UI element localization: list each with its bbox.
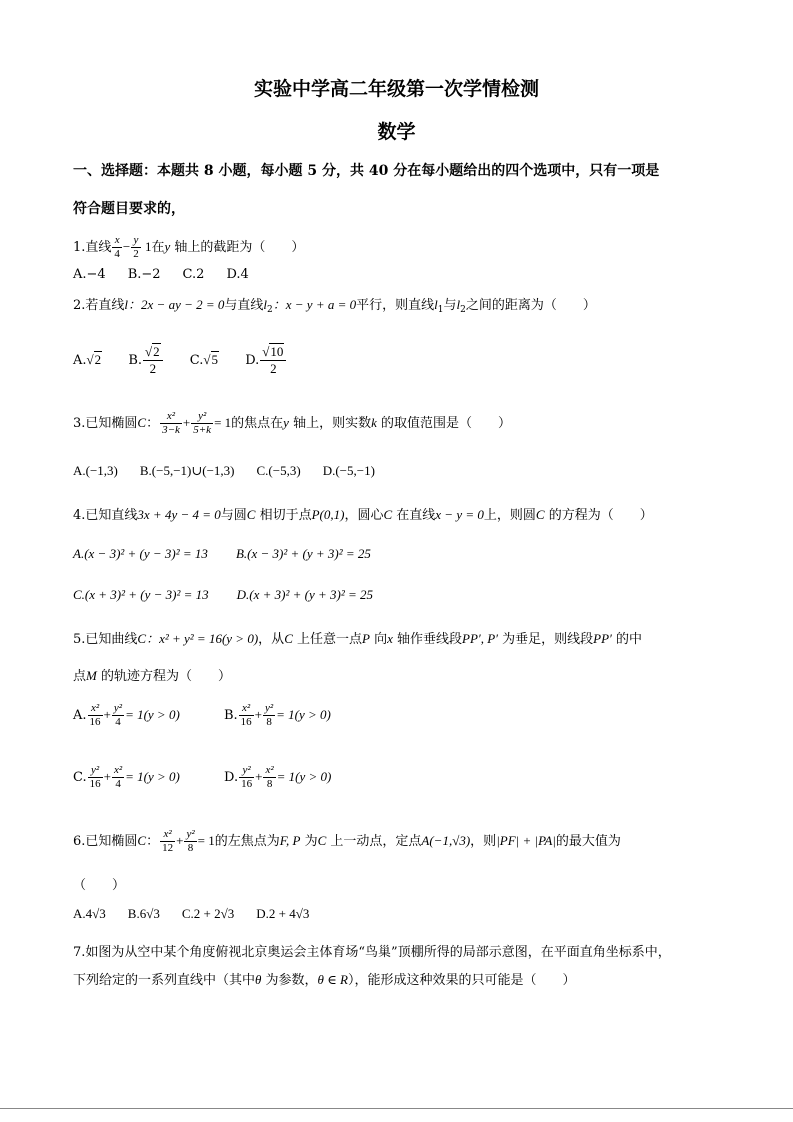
q3-option-c[interactable]: C.(−5,3) [256,463,301,478]
page-bottom-rule [0,1108,793,1109]
q6-options [73,905,331,924]
q2-options [73,344,309,377]
q7-stem-line1: 7.如图为从空中某个角度俯视北京奥运会主体育场“鸟巢”顶棚所得的局部示意图，在平面直角坐标系中， [73,945,671,960]
q6-option-c[interactable]: C.2 + 2√3 [181,906,235,921]
q2-stem: 2.若直线l：2x − ay − 2 = 0与直线$l_2$：x − y + a = 0平行，则直线$l_1$与$l_2$之间的距离为（ ） [73,297,596,315]
section-heading-line1: 一、选择题：本题共 8 小题，每小题 5 分，共 40 分在每小题给出的四个选项中，只有一项是 [73,163,660,179]
q1-frac-x: $\frac{x}{4}$ [114,234,120,260]
q5-stem-line1: 5.已知曲线C：x² + y² = 16(y > 0)，从C 上任意一点P 向x 轴作垂线段PP′, P′ 为垂足，则线段PP′ 的中 [73,631,643,647]
q5-stem-line2: 点M 的轨迹方程为（ ） [73,668,231,684]
q4-stem: 4.已知直线3x + 4y − 4 = 0与圆C 相切于点P(0,1)，圆心C 在直线x − y = 0上，则圆C 的方程为（ ） [73,507,653,523]
subject-title: 数学 [377,121,416,143]
q1-options [73,266,271,284]
q4-option-c[interactable]: C.(x + 3)² + (y − 3)² = 13 [73,587,209,602]
q2-option-b[interactable]: B. $\frac{√2}{2}$ [128,344,163,377]
q6-blank: （ ） [73,878,126,893]
section-heading-line2: 符合题目要求的， [73,201,185,217]
q3-option-d[interactable]: D.(−5,−1) [322,463,375,478]
q5-options-row2 [73,764,353,791]
q5-option-b[interactable]: B. $\frac{\text{x²}}{16}$ + $\frac{\text{y²}}{8}$ = 1(y > 0) [223,702,331,728]
q4-option-d[interactable]: D.(x + 3)² + (y + 3)² = 25 [236,587,374,602]
q1-frac-y: $\frac{y}{2}$ [133,234,139,260]
q1-option-d[interactable]: D.4 [226,267,249,282]
q6-stem: 6.已知椭圆C： $\frac{\text{x²}}{12}$ + $\frac{\text{y²}}{8}$ = 1的左焦点为F, P 为C 上一动点，定点A(−1,√3)，则|PF| + |PA|的最大值为 [73,828,621,854]
q6-option-b[interactable]: B.6√3 [127,906,160,921]
q5-option-c[interactable]: C. $\frac{\text{y²}}{16}$ + $\frac{\text{x²}}{4}$ = 1(y > 0) [73,764,180,790]
q6-option-a[interactable]: A.4√3 [73,906,106,921]
q5-options-row1 [73,702,353,729]
q5-option-a[interactable]: A. $\frac{\text{x²}}{16}$ + $\frac{\text{y²}}{4}$ = 1(y > 0) [73,702,180,728]
q6-option-d[interactable]: D.2 + 4√3 [256,906,310,921]
q3-stem: 3.已知椭圆C： $\frac{\text{x²}}{3-k}$ + $\frac{\text{y²}}{5+k}$ = 1的焦点在y 轴上，则实数k 的取值范围是（ ） [73,410,512,436]
q1-option-b[interactable]: B.−2 [127,267,161,282]
q5-option-d[interactable]: D. $\frac{\text{y²}}{16}$ + $\frac{\text{x²}}{8}$ = 1(y > 0) [224,764,332,790]
q4-option-a[interactable]: A.(x − 3)² + (y − 3)² = 13 [73,546,208,561]
q4-options-row2 [73,586,395,605]
q7-stem-line2: 下列给定的一系列直线中（其中θ 为参数，θ ∈ R），能形成这种效果的只可能是（ ） [73,972,576,988]
q3-option-a[interactable]: A.(−1,3) [73,463,118,478]
q3-options [73,462,397,481]
q4-options-row1 [73,545,393,564]
q2-option-c[interactable]: C.√5 [189,352,219,368]
q3-option-b[interactable]: B.(−5,−1)∪(−1,3) [139,463,235,478]
q2-option-d[interactable]: D. $\frac{√10}{2}$ [245,344,287,377]
q4-option-b[interactable]: B.(x − 3)² + (y + 3)² = 25 [235,546,371,561]
exam-title: 实验中学高二年级第一次学情检测 [253,78,539,100]
q1-stem: 1.直线 $\frac{x}{4}$ − $\frac{y}{2}$ 1在y 轴上的截距为（ ） [73,234,305,260]
q1-option-c[interactable]: C.2 [182,267,205,282]
q1-option-a[interactable]: A.−4 [73,267,106,282]
q2-option-a[interactable]: A.√2 [73,352,102,368]
